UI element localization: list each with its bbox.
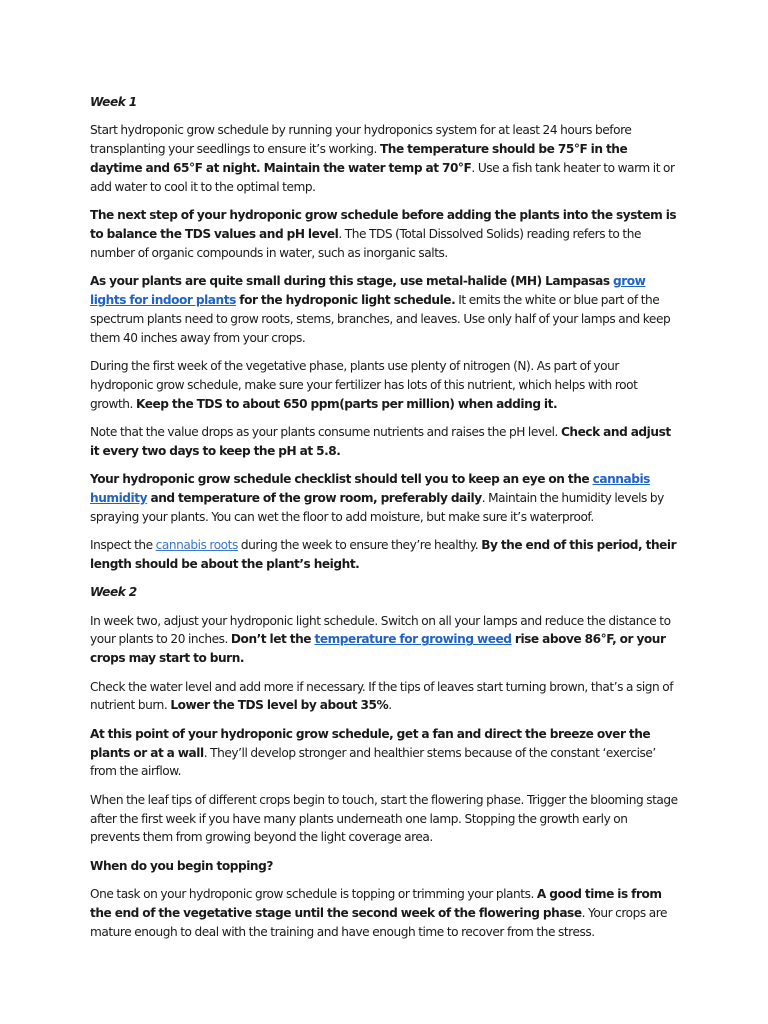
text-run: . They’ll develop stronger and healthier stems because of the constant ‘exercise’ from the airflow.	[90, 745, 656, 779]
bold-run: The temperature should be 75°F in the daytime and 65°F at night. Maintain the water temp at 70°F	[90, 142, 628, 175]
bold-run: At this point of your hydroponic grow schedule, get a fan and direct the breeze over the plants or at a wall	[90, 726, 651, 760]
text-run: . Maintain the humidity levels by spraying your plants. You can wet the floor to add moisture, but make sure it’s waterproof.	[90, 490, 664, 524]
week-1-paragraph-2	[90, 206, 678, 262]
bold-run: Don’t let the	[230, 632, 315, 647]
week-2-heading: Week 2	[90, 585, 137, 600]
text-run: Start hydroponic grow schedule by running your hydroponics system for at least 24 hours before transplanting your seedlings to ensure it’s working.	[90, 123, 632, 157]
week-2-paragraph-2	[90, 678, 678, 716]
text-run: When the leaf tips of different crops begin to touch, start the flowering phase. Trigger the blooming stage after the first week if you have many plants underneath one lamp. Stopping the growth early on prevents them from growing beyond the light coverage area.	[90, 792, 678, 845]
bold-run: As your plants are quite small during this stage, use metal-halide (MH) Lampasas	[90, 274, 613, 289]
bold-run: Lower the TDS level by about 35%	[170, 698, 389, 713]
text-run: .	[388, 698, 392, 713]
text-run: One task on your hydroponic grow schedule is topping or trimming your plants.	[90, 887, 537, 902]
text-run: . Use a fish tank heater to warm it or add water to cool it to the optimal temp.	[90, 160, 675, 194]
week-1-heading: Week 1	[90, 95, 137, 109]
cannabis-roots-link[interactable]: cannabis roots	[155, 538, 238, 553]
week-1-paragraph-5	[90, 423, 678, 461]
text-run: Check the water level and add more if necessary. If the tips of leaves start turning brown, that’s a sign of nutrient burn.	[90, 679, 674, 713]
week-2-paragraph-4	[90, 791, 678, 847]
topping-subheading	[90, 857, 678, 876]
bold-run: rise above 86°F, or your crops may start to burn.	[90, 632, 666, 666]
week-1-paragraph-4	[90, 357, 678, 413]
text-run: In week two, adjust your hydroponic light schedule. Switch on all your lamps and reduce the distance to your plants to 20 inches.	[90, 613, 671, 647]
week-2-paragraph-1	[90, 612, 678, 668]
week-1-paragraph-3	[90, 272, 678, 347]
bold-run: The next step of your hydroponic grow schedule before adding the plants into the system is to balance the TDS values and pH level	[90, 208, 677, 241]
cannabis-humidity-link[interactable]: cannabis humidity	[90, 472, 650, 505]
week-2-paragraph-6	[90, 885, 678, 941]
week-1-paragraph-1	[90, 121, 678, 196]
bold-run: Check and adjust it every two days to keep the pH at 5.8.	[90, 424, 671, 458]
bold-run: Keep the TDS to about 650 ppm(parts per million) when adding it.	[135, 396, 558, 411]
bold-run: By the end of this period, their length should be about the plant’s height.	[90, 538, 677, 571]
text-run: It emits the white or blue part of the spectrum plants need to grow roots, stems, branches, and leaves. Use only half of your lamps and keep them 40 inches away from your crops.	[90, 292, 671, 345]
text-run: Note that the value drops as your plants consume nutrients and raises the pH level.	[90, 424, 561, 439]
week-2-paragraph-3	[90, 725, 678, 781]
week-1-paragraph-6	[90, 470, 678, 526]
week-1-paragraph-7	[90, 536, 678, 574]
text-run: . The TDS (Total Dissolved Solids) reading refers to the number of organic compounds in water, such as inorganic salts.	[90, 226, 641, 260]
bold-run: A good time is from the end of the vegetative stage until the second week of the flowering phase	[90, 887, 662, 920]
text-run: During the first week of the vegetative phase, plants use plenty of nitrogen (N). As part of your hydroponic grow schedule, make sure your fertilizer has lots of this nutrient, which helps with root growth.	[90, 358, 638, 411]
bold-run: for the hydroponic light schedule.	[235, 292, 456, 307]
temperature-for-growing-weed-link[interactable]: temperature for growing weed	[314, 632, 512, 647]
bold-run: When do you begin topping?	[90, 858, 273, 873]
text-run: Inspect the	[90, 538, 156, 553]
text-run: . Your crops are mature enough to deal with the training and have enough time to recover from the stress.	[90, 906, 668, 939]
bold-run: Your hydroponic grow schedule checklist should tell you to keep an eye on the	[90, 472, 593, 487]
text-run: during the week to ensure they’re healthy.	[237, 538, 482, 553]
bold-run: and temperature of the grow room, preferably daily	[147, 490, 482, 505]
grow-lights-link[interactable]: grow lights for indoor plants	[90, 274, 646, 307]
